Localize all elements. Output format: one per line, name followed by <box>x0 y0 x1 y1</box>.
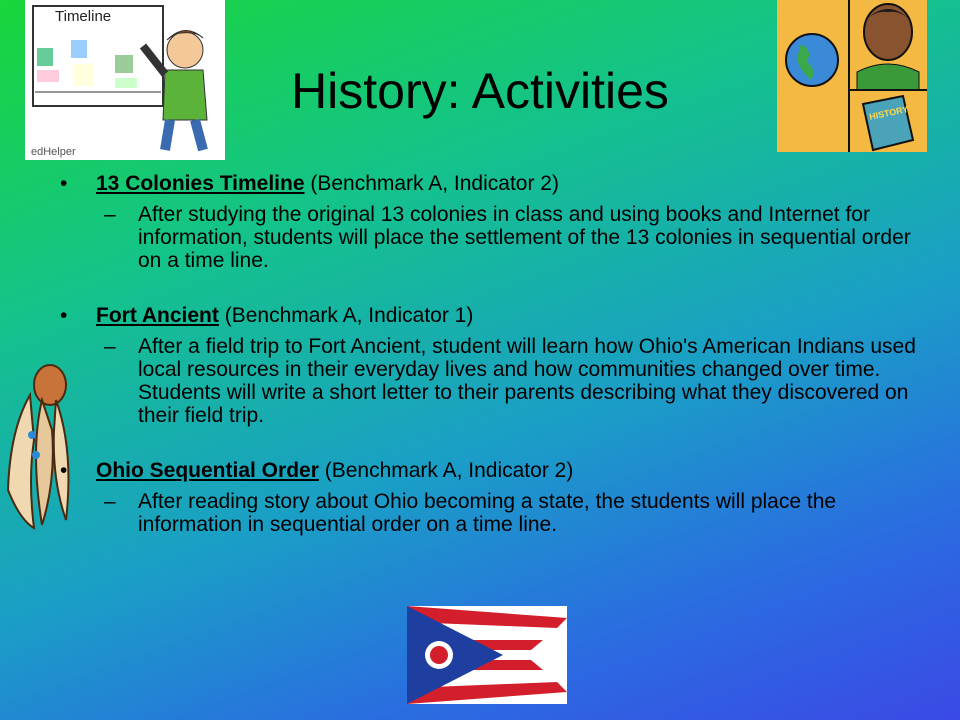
ohio-flag-image <box>407 606 567 704</box>
activity-item <box>60 172 920 195</box>
fort-ancient-link[interactable]: Fort Ancient <box>96 304 219 327</box>
activity-description: After reading story about Ohio becoming a state, the students will place the information in sequential order on a time line. <box>138 490 837 536</box>
activity-detail <box>60 203 920 272</box>
ohio-flag-icon <box>407 606 567 704</box>
activity-list <box>60 172 920 568</box>
edhelper-watermark: edHelper <box>31 146 76 158</box>
bullet-dot: • <box>60 459 68 482</box>
colonies-timeline-link[interactable]: 13 Colonies Timeline <box>96 172 305 195</box>
activity-description: After studying the original 13 colonies in class and using books and Internet for information, students will place the settlement of the 13 colonies in sequential order on a time line. <box>138 203 911 272</box>
history-clipart <box>777 0 927 152</box>
activity-detail <box>60 335 920 427</box>
history-book-label: HISTORY <box>868 104 910 122</box>
activity-benchmark: (Benchmark A, Indicator 2) <box>304 172 559 195</box>
activity-item <box>60 459 920 482</box>
activity-item <box>60 304 920 327</box>
dash-marker: – <box>104 490 116 513</box>
activity-detail <box>60 490 920 536</box>
bullet-dot: • <box>60 172 68 195</box>
activity-benchmark: (Benchmark A, Indicator 2) <box>318 459 574 482</box>
timeline-caption: Timeline <box>55 8 112 25</box>
globe-man-book-icon <box>777 0 927 152</box>
ohio-sequential-order-link[interactable]: Ohio Sequential Order <box>96 459 319 482</box>
activity-benchmark: (Benchmark A, Indicator 1) <box>218 304 474 327</box>
dash-marker: – <box>104 335 116 358</box>
slide-title: History: Activities <box>291 63 669 119</box>
timeline-clipart <box>25 0 225 160</box>
dash-marker: – <box>104 203 116 226</box>
bullet-dot: • <box>60 304 68 327</box>
activity-description: After a field trip to Fort Ancient, student will learn how Ohio's American Indians used local resources in their everyday lives and how communities changed over time. Students will write a short letter to their parents describing what they discovered on their field trip. <box>138 335 916 427</box>
